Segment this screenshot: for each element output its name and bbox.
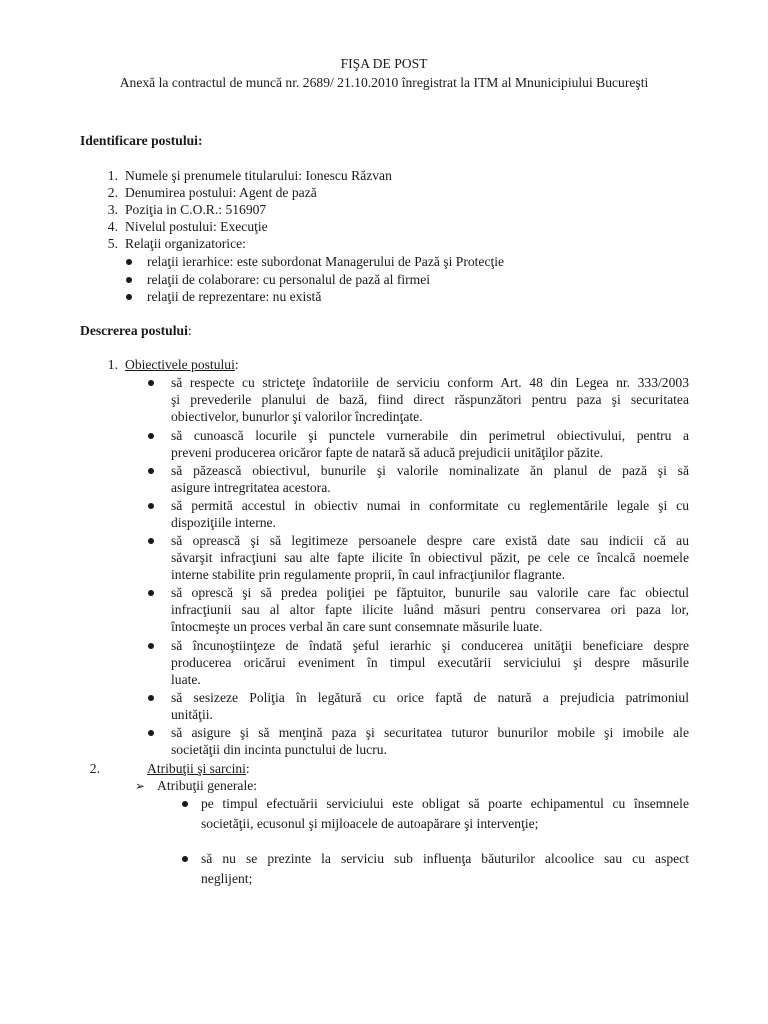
section-heading-identification: Identificare postului: — [80, 133, 203, 148]
objective-line: luate. — [171, 672, 201, 687]
bullet-icon — [148, 643, 154, 649]
list-number: 1. — [107, 357, 118, 372]
bullet-icon — [148, 538, 154, 544]
general-line: pe timpul efectuării serviciului este obligat să poarte echipamentul cu însemnele — [201, 796, 689, 811]
list-item: Relaţii organizatorice: — [125, 236, 246, 251]
list-number: 2. — [89, 761, 100, 776]
bullet-icon — [126, 277, 132, 283]
general-line: să nu se prezinte la serviciu sub influenţa băuturilor alcoolice sau cu aspect — [201, 851, 689, 866]
bullet-icon — [148, 590, 154, 596]
objective-line: producerea oricărui eveniment în timpul executării serviciului şi despre măsurile — [171, 655, 689, 670]
objective-line: infracţiunii sau al altor fapte ilicite luând măsuri pentru conservarea ori paza lor, — [171, 602, 689, 617]
objective-line: întocmeşte un proces verbal ăn care sunt consemnate măsurile luate. — [171, 619, 543, 634]
bullet-icon — [148, 695, 154, 701]
objective-line: să cunoască locurile şi punctele vurnerabile din perimetrul obiectivului, pentru a — [171, 428, 689, 443]
bullet-icon — [182, 856, 188, 862]
document-title: FIŞA DE POST — [340, 56, 428, 71]
bullet-icon — [126, 294, 132, 300]
objective-line: preveni producerea oricăror fapte de natară să aducă prejudicii unităţilor păzite. — [171, 445, 604, 460]
bullet-icon — [148, 380, 154, 386]
objective-line: obiectivelor, bunurlor şi valorilor încredinţate. — [171, 409, 423, 424]
list-item: relaţii de reprezentare: nu există — [147, 289, 322, 304]
general-line: societăţii, ecusonul şi mijloacele de autoapărare şi intervenţie; — [201, 816, 539, 831]
list-item: Denumirea postului: Agent de pază — [125, 185, 317, 200]
objective-line: dispoziţiile interne. — [171, 515, 276, 530]
objective-line: şi prevederile planului de bază, fiind direct răspunzători pentru paza şi securitatea — [171, 392, 689, 407]
attributions-heading: Atribuţii şi sarcini: — [147, 761, 250, 776]
bullet-icon — [148, 503, 154, 509]
document-subtitle: Anexă la contractul de muncă nr. 2689/ 21.10.2010 înregistrat la ITM al Mnunicipiului Bucureşti — [119, 75, 649, 90]
arrow-bullet-icon: ➢ — [135, 779, 146, 793]
objective-line: să permită accestul in obiectiv numai in conformitate cu reglementările legale şi cu — [171, 498, 689, 513]
bullet-icon — [148, 468, 154, 474]
list-number: 4. — [107, 219, 118, 234]
objective-line: să sesizeze Poliţia în legătură cu orice faptă de natură a prejudicia patrimoniul — [171, 690, 689, 705]
objective-line: să încunoştiinţeze de îndată şeful ierarhic şi conducerea unităţii beneficiare despre — [171, 638, 689, 653]
bullet-icon — [148, 730, 154, 736]
list-item: relaţii ierarhice: este subordonat Managerului de Pază şi Protecţie — [147, 254, 505, 269]
list-number: 1. — [107, 168, 118, 183]
objective-line: săvarşit infracţiuni sau alte fapte ilicite în obiectivul păzit, pe cele ce încalcă noemele — [171, 550, 689, 565]
objective-line: societăţii din incinta punctului de lucru. — [171, 742, 387, 757]
objective-line: să oprească şi să legitimeze persoanele despre care există date sau indicii că au — [171, 533, 689, 548]
list-item: relaţii de colaborare: cu personalul de pază al firmei — [147, 272, 431, 287]
general-attributions-heading: Atribuţii generale: — [157, 778, 258, 793]
bullet-icon — [126, 259, 132, 265]
objectives-heading: Obiectivele postului: — [125, 357, 239, 372]
list-item: Nivelul postului: Execuţie — [125, 219, 268, 234]
list-item: Poziţia in C.O.R.: 516907 — [125, 202, 267, 217]
objective-line: unităţii. — [171, 707, 213, 722]
section-heading-description: Descrerea postului: — [80, 323, 192, 338]
bullet-icon — [148, 433, 154, 439]
objective-line: să păzească obiectivul, bunurile şi valorile nominalizate ăn planul de pază şi să — [171, 463, 689, 478]
bullet-icon — [182, 801, 188, 807]
list-number: 5. — [107, 236, 118, 251]
list-item: Numele şi prenumele titularului: Ionescu Răzvan — [125, 168, 392, 183]
general-line: neglijent; — [201, 871, 253, 886]
objective-line: asigure intregritatea acestora. — [171, 480, 331, 495]
objective-line: să asigure şi să menţină paza şi securitatea tuturor bunurilor mobile şi imobile ale — [171, 725, 689, 740]
objective-line: să respecte cu stricteţe îndatoriile de serviciu conform Art. 48 din Legea nr. 333/2003 — [171, 375, 689, 390]
objective-line: interne stabilite prin regulamente proprii, în caul infracţiunilor flagrante. — [171, 567, 566, 582]
list-number: 3. — [107, 202, 118, 217]
list-number: 2. — [107, 185, 118, 200]
objective-line: să oprescă şi să predea poliţiei pe făptuitor, bunurile sau valorile care fac obiectul — [171, 585, 689, 600]
